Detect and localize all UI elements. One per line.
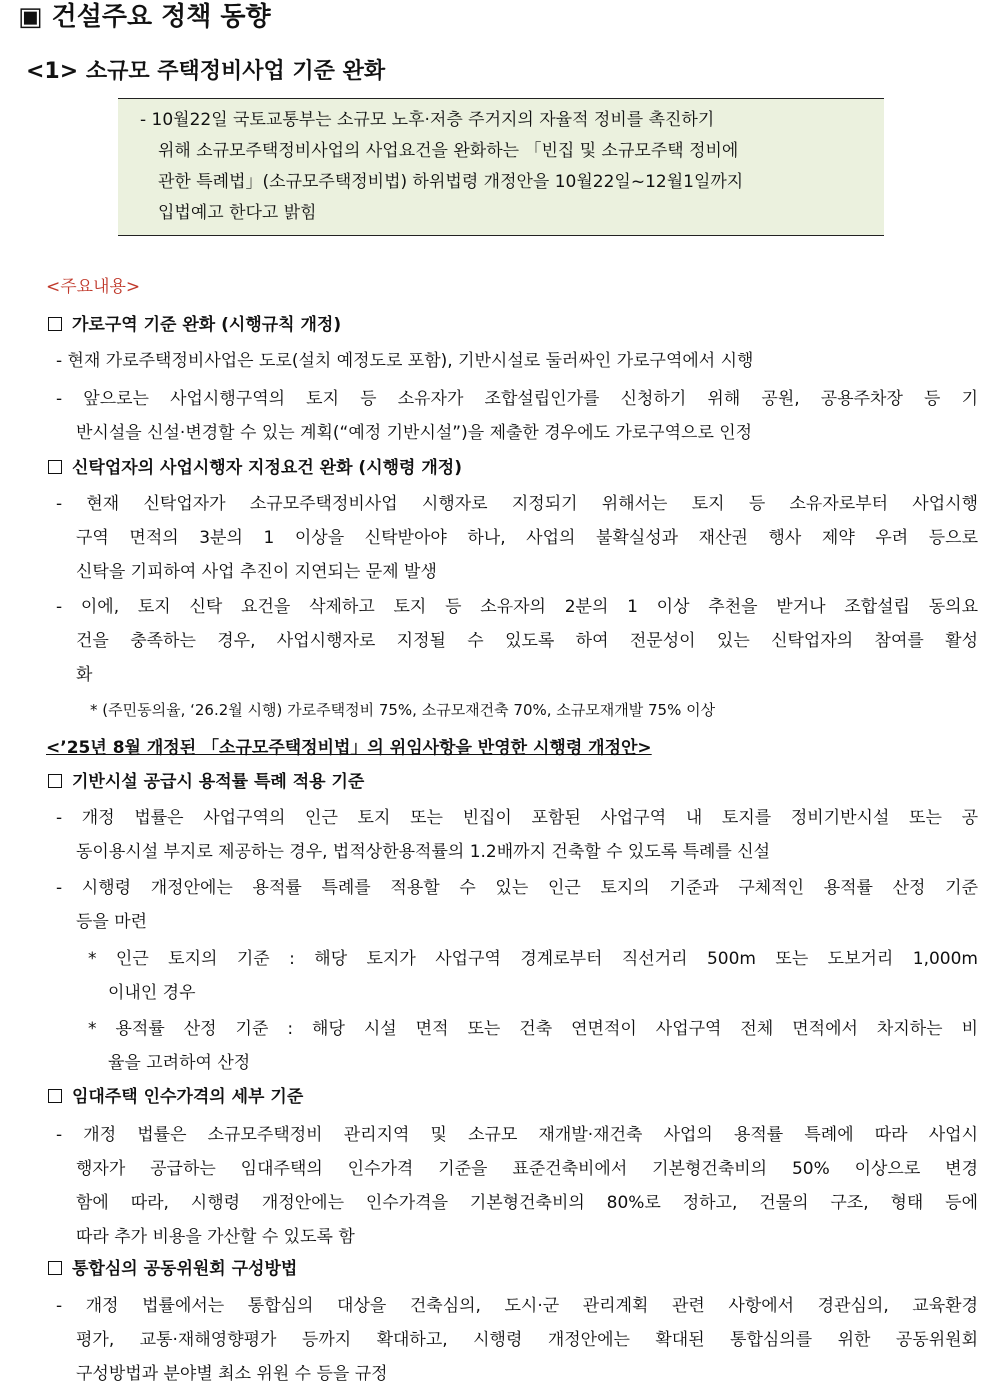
text-line: 행자가 공급하는 임대주택의 인수가격 기준을 표준건축비에서 기본형건축비의 50% 이상으로 변경: [76, 1159, 978, 1179]
text-line: 함에 따라, 시행령 개정안에는 인수가격을 기본형건축비의 80%로 정하고, 건물의 구조, 형태 등에: [76, 1193, 978, 1213]
bullet-paragraph: [56, 487, 978, 589]
summary-line: 관한 특례법」(소규모주택정비법) 하위법령 개정안을 10월22일~12월1일까지: [158, 172, 744, 192]
checkbox-square-icon: [48, 460, 62, 474]
heading-text: 가로구역 기준 완화 (시행규칙 개정): [72, 315, 342, 335]
checkbox-square-icon: [48, 1089, 62, 1103]
summary-line: 위해 소규모주택정비사업의 사업요건을 완화하는 「빈집 및 소규모주택 정비에: [158, 141, 739, 161]
main-content-label: <주요내용>: [46, 277, 141, 297]
text-line: 따라 추가 비용을 가산할 수 있도록 함: [76, 1227, 355, 1247]
text-line: - 이에, 토지 신탁 요건을 삭제하고 토지 등 소유자의 2분의 1 이상 추천을 받거나 조합설립 동의요: [56, 597, 978, 617]
bullet-paragraph: [56, 871, 978, 939]
text-line: 구역 면적의 3분의 1 이상을 신탁받아야 하나, 사업의 불확실성과 재산권 행사 제약 우려 등으로: [76, 528, 978, 548]
bullet-paragraph: [56, 1289, 978, 1391]
heading-floor-area-ratio: [48, 767, 364, 797]
text-line: * 용적률 산정 기준 : 해당 시설 면적 또는 건축 연면적이 사업구역 전체 면적에서 차지하는 비: [88, 1019, 978, 1039]
text-line: - 개정 법률은 사업구역의 인근 토지 또는 빈집이 포함된 사업구역 내 토지를 정비기반시설 또는 공: [56, 808, 978, 828]
text-line: - 시행령 개정안에는 용적률 특례를 적용할 수 있는 인근 토지의 기준과 구체적인 용적률 산정 기준: [56, 878, 978, 898]
checkbox-square-icon: [48, 317, 62, 331]
section2-title: <’25년 8월 개정된 「소규모주택정비법」의 위임사항을 반영한 시행령 개정안>: [46, 738, 652, 758]
bullet-paragraph: [56, 1118, 978, 1254]
bullet-paragraph: [56, 590, 978, 692]
checkbox-square-icon: [48, 774, 62, 788]
checkbox-square-icon: [48, 1261, 62, 1275]
summary-line: 입법예고 한다고 밝힘: [158, 203, 317, 223]
bullet-paragraph: [56, 801, 978, 869]
text-line: 평가, 교통·재해영향평가 등까지 확대하고, 시행령 개정안에는 확대된 통합심의를 위한 공동위원회: [76, 1330, 978, 1350]
summary-box: [118, 98, 884, 236]
text-line: 반시설을 신설·변경할 수 있는 계획(“예정 기반시설”)을 제출한 경우에도 가로구역으로 인정: [76, 423, 753, 443]
text-line: 건을 충족하는 경우, 사업시행자로 지정될 수 있도록 하여 전문성이 있는 신탁업자의 참여를 활성: [76, 631, 978, 651]
text-line: - 개정 법률에서는 통합심의 대상을 건축심의, 도시·군 관리계획 관련 사항에서 경관심의, 교육환경: [56, 1296, 978, 1316]
text-line: * 인근 토지의 기준 : 해당 토지가 사업구역 경계로부터 직선거리 500m 또는 도보거리 1,000m: [88, 949, 978, 969]
text-line: - 개정 법률은 소규모주택정비 관리지역 및 소규모 재개발·재건축 사업의 용적률 특례에 따라 사업시: [56, 1125, 978, 1145]
text-line: 율을 고려하여 산정: [108, 1053, 251, 1073]
heading-trust-operator: [48, 453, 462, 483]
text-line: 등을 마련: [76, 912, 148, 932]
heading-text: 임대주택 인수가격의 세부 기준: [72, 1087, 304, 1107]
text-line: - 현재 가로주택정비사업은 도로(설치 예정도로 포함), 기반시설로 둘러싸인 가로구역에서 시행: [56, 351, 754, 371]
text-line: - 현재 신탁업자가 소규모주택정비사업 시행자로 지정되기 위해서는 토지 등 소유자로부터 사업시행: [56, 494, 978, 514]
heading-rental-housing: [48, 1082, 303, 1112]
text-line: - 앞으로는 사업시행구역의 토지 등 소유자가 조합설립인가를 신청하기 위해 공원, 공용주차장 등 기: [56, 389, 978, 409]
summary-line: - 10월22일 국토교통부는 소규모 노후·저층 주거지의 자율적 정비를 촉진하기: [140, 110, 715, 130]
note-paragraph: [88, 942, 978, 1010]
bullet-paragraph: [56, 382, 978, 450]
text-line: 이내인 경우: [108, 983, 196, 1003]
heading-joint-committee: [48, 1254, 297, 1284]
text-line: 화: [76, 665, 93, 685]
section-subtitle: <1> 소규모 주택정비사업 기준 완화: [26, 59, 386, 84]
heading-text: 신탁업자의 사업시행자 지정요건 완화 (시행령 개정): [72, 458, 462, 478]
consent-rate-note: * (주민동의율, ‘26.2월 시행) 가로주택정비 75%, 소규모재건축 70%, 소규모재개발 75% 이상: [90, 701, 716, 719]
bullet-paragraph: [56, 344, 978, 378]
heading-text: 통합심의 공동위원회 구성방법: [72, 1259, 298, 1279]
heading-text: 기반시설 공급시 용적률 특례 적용 기준: [72, 772, 365, 792]
note-paragraph: [88, 1012, 978, 1080]
text-line: 신탁을 기피하여 사업 추진이 지연되는 문제 발생: [76, 562, 437, 582]
text-line: 동이용시설 부지로 제공하는 경우, 법적상한용적률의 1.2배까지 건축할 수 있도록 특례를 신설: [76, 842, 771, 862]
text-line: 구성방법과 분야별 최소 위원 수 등을 규정: [76, 1364, 388, 1384]
page-title: ▣ 건설주요 정책 동향: [18, 2, 271, 32]
heading-street-block: [48, 310, 341, 340]
